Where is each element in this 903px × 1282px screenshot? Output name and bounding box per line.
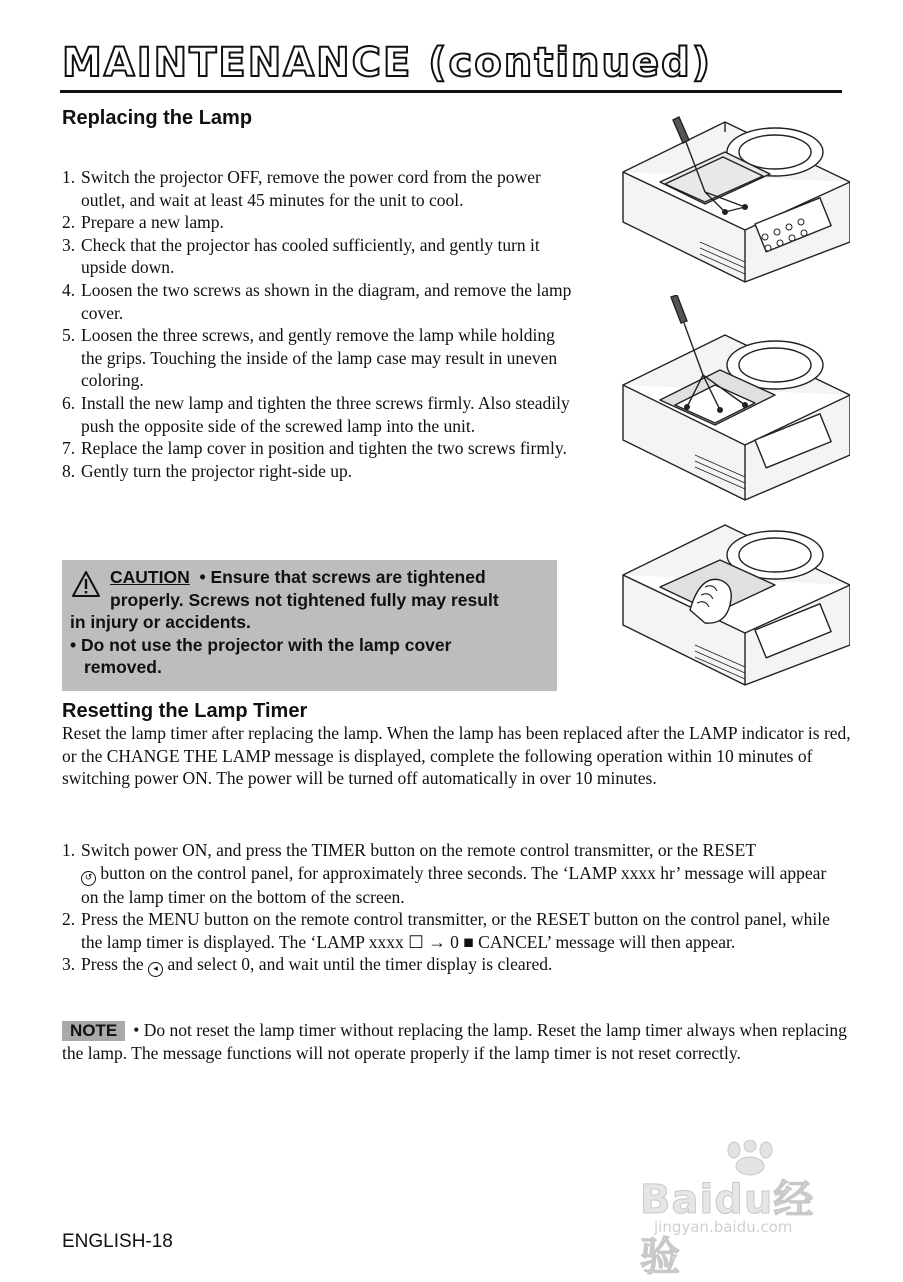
warning-triangle-icon xyxy=(71,570,101,598)
step-number: 3. xyxy=(62,954,76,975)
caution-label: CAUTION xyxy=(110,567,190,587)
list-item xyxy=(62,908,842,953)
watermark xyxy=(640,1140,850,1280)
title-rule xyxy=(60,90,842,93)
caution-bullet-2: • Do not use the projector with the lamp cover removed. xyxy=(70,634,452,678)
step-number: 4. xyxy=(62,279,76,300)
left-arrow-button-icon: ◂ xyxy=(148,962,163,977)
lamp-steps-list xyxy=(62,166,572,482)
caution-line-1 xyxy=(70,566,549,589)
step-text: Prepare a new lamp. xyxy=(81,212,224,233)
list-item xyxy=(62,211,572,234)
note-paragraph xyxy=(62,1019,847,1064)
caution-text: • Ensure that screws are tightened xyxy=(199,567,486,587)
note-badge: NOTE xyxy=(62,1021,125,1041)
reset-button-icon: ↺ xyxy=(81,871,96,886)
step-number: 6. xyxy=(62,392,76,413)
caution-box xyxy=(62,560,557,691)
lamp-removal-hand-illustration xyxy=(605,515,850,690)
timer-intro-paragraph: Reset the lamp timer after replacing the lamp. When the lamp has been replaced after the LAMP indicator is red, or the CHANGE THE LAMP message is displayed, complete the following operation within 10 minutes of switching power ON. The power will be turned off automatically in over 10 minutes. xyxy=(62,723,851,789)
step-text: Install the new lamp and tighten the three screws firmly. Also steadily push the opposite side of the screwed lamp into the unit. xyxy=(81,392,570,436)
page-title: MAINTENANCE (continued) xyxy=(62,40,713,86)
step-number: 7. xyxy=(62,438,76,459)
page-footer: ENGLISH-18 xyxy=(62,1231,173,1252)
list-item xyxy=(62,324,572,392)
step-text: button on the control panel, for approximately three seconds. The ‘LAMP xxxx hr’ message will appear on the lamp timer on the bottom of the screen. xyxy=(81,862,827,907)
list-item xyxy=(62,279,572,324)
timer-steps-list xyxy=(62,839,842,977)
step-text: Press the MENU button on the remote control transmitter, or the RESET button on the control panel, while the lamp timer is displayed. The ‘LAMP xxxx xyxy=(81,909,830,952)
step-text: Press the xyxy=(81,954,144,975)
list-item xyxy=(62,234,572,279)
step-text: Loosen the three screws, and gently remove the lamp while holding the grips. Touching the inside of the lamp case may result in uneven coloring. xyxy=(81,325,558,391)
step-number: 8. xyxy=(62,460,76,481)
filled-square-icon: ■ xyxy=(463,931,474,952)
list-item xyxy=(62,166,572,211)
step-text: Switch power ON, and press the TIMER button on the remote control transmitter, or the RESET xyxy=(81,840,757,860)
caution-line-2: properly. Screws not tightened fully may result xyxy=(110,589,499,610)
remove-lamp-screws-illustration xyxy=(605,295,850,505)
list-item xyxy=(62,460,572,483)
lamp-heading: Replacing the Lamp xyxy=(62,107,253,129)
step-number: 1. xyxy=(62,167,76,187)
step-text: Gently turn the projector right-side up. xyxy=(81,460,353,481)
step-text: Check that the projector has cooled sufficiently, and gently turn it upside down. xyxy=(81,234,540,278)
list-item xyxy=(62,437,572,460)
step-number: 2. xyxy=(62,909,76,930)
step-number: 3. xyxy=(62,234,76,255)
watermark-url: jingyan.baidu.com xyxy=(654,1218,793,1236)
step-text: Loosen the two screws as shown in the diagram, and remove the lamp cover. xyxy=(81,279,572,323)
step-text: Switch the projector OFF, remove the power cord from the power outlet, and wait at least 45 minutes for the unit to cool. xyxy=(81,167,541,210)
step-text: Replace the lamp cover in position and tighten the two screws firmly. xyxy=(81,438,567,459)
list-item xyxy=(62,953,842,977)
list-item xyxy=(62,839,842,908)
note-text: • Do not reset the lamp timer without replacing the lamp. Reset the lamp timer always when replacing the lamp. The message functions will not operate properly if the lamp timer is not reset correctly. xyxy=(62,1020,847,1063)
list-item xyxy=(62,392,572,437)
step-number: 5. xyxy=(62,325,76,346)
watermark-brand: Baidu经验 xyxy=(640,1177,815,1280)
step-number: 1. xyxy=(62,840,76,860)
timer-heading: Resetting the Lamp Timer xyxy=(62,700,308,722)
remove-lamp-cover-illustration xyxy=(605,112,850,287)
arrow-text: → 0 xyxy=(428,931,459,952)
step-number: 2. xyxy=(62,212,76,233)
caution-line-3: in injury or accidents. xyxy=(70,612,251,633)
step-text: and select 0, and wait until the timer display is cleared. xyxy=(167,954,553,975)
step-text: CANCEL’ message will then appear. xyxy=(478,931,736,952)
empty-square-icon: ☐ xyxy=(408,931,424,952)
